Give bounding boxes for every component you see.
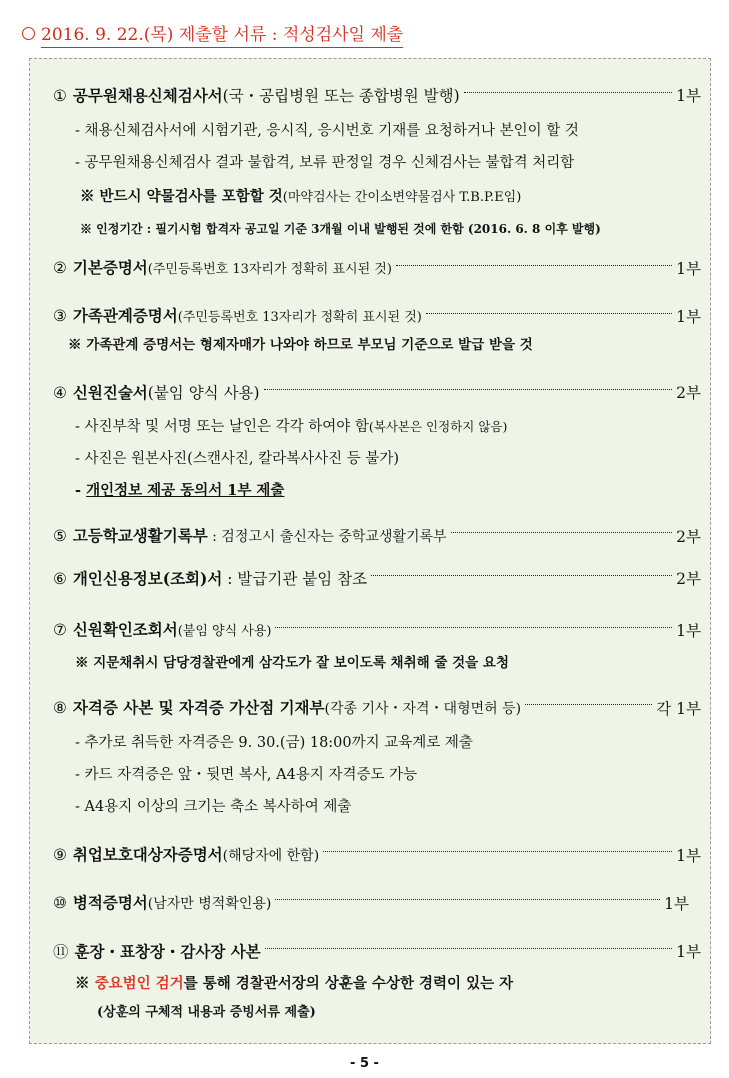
item-4-sub-2: - 사진은 원본사진(스캔사진, 칼라복사사진 등 불가): [75, 451, 400, 467]
item-8: ⑧ 자격증 사본 및 자격증 가산점 기재부(각종 기사・자격・대형면허 등) 각 1부: [53, 698, 701, 718]
item-8-sub-3: - A4용지 이상의 크기는 축소 복사하여 제출: [75, 799, 352, 815]
item-4-sub-3: - 개인정보 제공 동의서 1부 제출: [75, 482, 285, 499]
item-5: ⑤ 고등학교생활기록부 : 검정고시 출신자는 중학교생활기록부 2부: [53, 526, 701, 546]
leader-dots: [275, 899, 660, 900]
item-2: ② 기본증명서(주민등록번호 13자리가 정확히 표시된 것) 1부: [53, 258, 701, 278]
item-4-sub-1: - 사진부착 및 서명 또는 날인은 각각 하여야 함(복사본은 인정하지 않음): [75, 419, 508, 435]
item-11-note: ※ 중요범인 검거를 통해 경찰관서장의 상훈을 수상한 경력이 있는 자: [75, 975, 514, 992]
item-11: ⑪ 훈장・표창장・감사장 사본 1부: [53, 942, 701, 961]
item-7: ⑦ 신원확인조회서(붙임 양식 사용) 1부: [53, 620, 701, 640]
leader-dots: [265, 948, 673, 949]
item-1-sub-1: - 채용신체검사서에 시험기관, 응시직, 응시번호 기재를 요청하거나 본인이 할 것: [75, 123, 579, 139]
item-6: ⑥ 개인신용정보(조회)서 : 발급기관 붙임 참조 2부: [53, 569, 701, 588]
page-title: 2016. 9. 22.(목) 제출할 서류 : 적성검사일 제출: [22, 20, 403, 45]
leader-dots: [275, 627, 672, 628]
item-1: ① 공무원채용신체검사서(국・공립병원 또는 종합병원 발행) 1부: [53, 86, 701, 105]
leader-dots: [464, 92, 672, 93]
item-10: ⑩ 병적증명서(남자만 병적확인용) 1부: [53, 893, 689, 913]
page-number: - 5 -: [350, 1056, 379, 1071]
item-11-note-2: (상훈의 구체적 내용과 증빙서류 제출): [97, 1005, 316, 1020]
item-9: ⑨ 취업보호대상자증명서(해당자에 한함) 1부: [53, 845, 701, 865]
item-8-sub-1: - 추가로 취득한 자격증은 9. 30.(금) 18:00까지 교육계로 제출: [75, 735, 473, 751]
item-1-note-1: ※ 반드시 약물검사를 포함할 것(마약검사는 간이소변약물검사 T.B.P.E임): [80, 188, 522, 205]
leader-dots: [451, 532, 673, 533]
circle-bullet-icon: [22, 27, 35, 40]
leader-dots: [396, 265, 672, 266]
item-7-note: ※ 지문채취시 담당경찰관에게 삼각도가 잘 보이도록 채취해 줄 것을 요청: [75, 655, 509, 671]
leader-dots: [525, 704, 652, 705]
item-1-sub-2: - 공무원채용신체검사 결과 불합격, 보류 판정일 경우 신체검사는 불합격 처리함: [75, 155, 575, 171]
item-4: ④ 신원진술서(붙임 양식 사용) 2부: [53, 383, 701, 402]
item-1-note-2: ※ 인정기간 : 필기시험 합격자 공고일 기준 3개월 이내 발행된 것에 한함 (2016. 6. 8 이후 발행): [80, 222, 601, 236]
item-3-note: ※ 가족관계 증명서는 형제자매가 나와야 하므로 부모님 기준으로 발급 받을 것: [68, 337, 533, 353]
leader-dots: [264, 389, 673, 390]
item-8-sub-2: - 카드 자격증은 앞・뒷면 복사, A4용지 자격증도 가능: [75, 767, 418, 783]
leader-dots: [371, 575, 672, 576]
leader-dots: [426, 313, 672, 314]
leader-dots: [323, 851, 672, 852]
item-3: ③ 가족관계증명서(주민등록번호 13자리가 정확히 표시된 것) 1부: [53, 306, 701, 326]
